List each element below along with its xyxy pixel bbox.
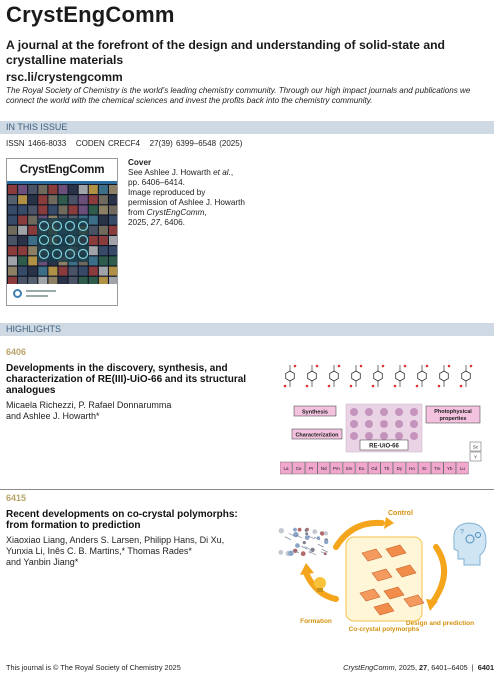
framework-node — [350, 408, 358, 416]
article-authors: Micaela Richezzi, P. Rafael Donnarumma and Ashlee J. Howarth* — [6, 400, 172, 421]
mosaic-tile — [38, 205, 47, 214]
framework-node — [395, 420, 403, 428]
mosaic-tile — [89, 256, 98, 265]
framework-node — [380, 408, 388, 416]
atom — [312, 529, 317, 534]
mosaic-tile — [28, 267, 37, 276]
article-divider — [0, 489, 494, 490]
mosaic-tile — [89, 195, 98, 204]
linker-molecule — [330, 371, 339, 381]
article-page-number: 6415 — [6, 493, 27, 503]
mosaic-tile — [99, 216, 108, 225]
mosaic-tile — [28, 205, 37, 214]
atom — [298, 528, 302, 532]
mosaic-tile — [99, 236, 108, 245]
label-formation: Formation — [300, 618, 332, 625]
mosaic-tile — [59, 185, 68, 194]
mosaic-tile — [89, 246, 98, 255]
article-title[interactable]: Recent developments on co-crystal polymorphs: from formation to prediction — [6, 509, 238, 531]
cover-image — [6, 158, 118, 306]
cover-logo: CrystEngComm — [19, 164, 105, 176]
mosaic-tile — [109, 195, 118, 204]
mosaic-tile — [18, 236, 27, 245]
coden: CODEN CRECF4 — [75, 139, 140, 148]
element-symbol: Ho — [409, 466, 415, 471]
label-re-uio-66: RE-UiO-66 — [369, 443, 399, 450]
mosaic-tile — [59, 205, 68, 214]
mosaic-tile — [48, 267, 57, 276]
article-authors: Xiaoxiao Liang, Anders S. Larsen, Philipp Hans, Di Xu, Yunxia Li, Inês C. B. Martins,* Thomas Rades* and Yanbin Jiang* — [6, 535, 225, 567]
journal-url[interactable]: rsc.li/crystengcomm — [6, 70, 123, 84]
mosaic-tile — [109, 185, 118, 194]
framework-node — [380, 432, 388, 440]
atom — [301, 551, 306, 556]
highlight-article[interactable] — [6, 347, 276, 422]
mosaic-tile — [18, 216, 27, 225]
journal-tagline: A journal at the forefront of the design and understanding of solid-state and crystalline materials — [6, 38, 445, 67]
mosaic-tile — [18, 226, 27, 235]
linker-molecule — [286, 371, 295, 381]
molecular-cluster-illustration — [278, 528, 328, 556]
mosaic-tile — [99, 185, 108, 194]
cover-caption-line: permission of Ashlee J. Howarth — [128, 198, 245, 207]
article-page-number: 6406 — [6, 347, 27, 357]
mosaic-tile — [48, 185, 57, 194]
mosaic-tile — [89, 267, 98, 276]
framework-node — [410, 420, 418, 428]
element-sc: Sc — [472, 444, 479, 450]
mosaic-tile — [38, 185, 47, 194]
page-footer — [6, 663, 494, 672]
mosaic-tile — [109, 256, 118, 265]
page-number: 6401 — [477, 663, 494, 672]
cover-masthead — [7, 159, 117, 181]
mosaic-tile — [59, 267, 68, 276]
framework-node — [410, 408, 418, 416]
graphical-abstract-co-crystal — [276, 503, 492, 649]
mosaic-tile — [79, 205, 88, 214]
cover-footer-line — [26, 290, 56, 292]
framework-node — [365, 408, 373, 416]
section-header-highlights: HIGHLIGHTS — [0, 323, 494, 336]
mosaic-tile — [8, 205, 17, 214]
rsc-logo-icon — [13, 289, 22, 298]
mosaic-tile — [8, 216, 17, 225]
mosaic-tile — [79, 195, 88, 204]
linker-molecule — [308, 371, 317, 381]
mosaic-tile — [79, 185, 88, 194]
mosaic-tile — [99, 267, 108, 276]
cover-caption-line: Image reproduced by — [128, 188, 206, 197]
mosaic-tile — [28, 195, 37, 204]
linker-molecule — [396, 371, 405, 381]
element-symbol: Sm — [345, 466, 353, 471]
framework-node — [395, 408, 403, 416]
mosaic-tile — [18, 185, 27, 194]
highlight-article[interactable] — [6, 493, 266, 568]
mosaic-tile — [18, 205, 27, 214]
mosaic-tile — [38, 195, 47, 204]
mosaic-tile — [89, 185, 98, 194]
mosaic-tile — [99, 256, 108, 265]
mosaic-tile — [8, 195, 17, 204]
mosaic-tile — [28, 236, 37, 245]
mosaic-tile — [48, 205, 57, 214]
atom — [303, 541, 306, 544]
atom — [293, 532, 298, 537]
linker-molecule — [418, 371, 427, 381]
atom — [305, 532, 308, 535]
cover-caption-line: See Ashlee J. Howarth et al., — [128, 168, 234, 177]
linker-molecule — [352, 371, 361, 381]
mosaic-tile — [89, 216, 98, 225]
mosaic-tile — [28, 246, 37, 255]
atom — [278, 550, 283, 555]
cover-caption-line: from CrystEngComm, — [128, 208, 207, 217]
cover-caption-line: 2025, 27, 6406. — [128, 218, 185, 227]
atom — [288, 551, 293, 556]
mosaic-tile — [89, 205, 98, 214]
cover-caption — [128, 158, 248, 228]
mosaic-tile — [69, 195, 78, 204]
atom — [305, 529, 308, 532]
linker-molecule — [462, 371, 471, 381]
mosaic-tile — [18, 256, 27, 265]
cover-caption-title: Cover — [128, 158, 152, 167]
element-symbol: Nd — [320, 466, 327, 471]
rsc-statement: The Royal Society of Chemistry is the world’s leading chemistry community. Through our high impact journals and publications we connect the world with the chemical sciences and invest the profits back into the chemistry community. — [6, 86, 471, 105]
mosaic-tile — [89, 226, 98, 235]
mosaic-tile — [18, 195, 27, 204]
linker-molecule — [440, 371, 449, 381]
citation: CrystEngComm, 2025, 27, 6401–6405 | 6401 — [343, 663, 494, 672]
atom — [320, 531, 324, 535]
mosaic-tile — [38, 267, 47, 276]
mosaic-tile — [99, 226, 108, 235]
linker-molecule — [374, 371, 383, 381]
mosaic-tile — [69, 205, 78, 214]
framework-node — [365, 420, 373, 428]
framework-node — [410, 432, 418, 440]
mosaic-tile — [69, 185, 78, 194]
mosaic-tile — [109, 226, 118, 235]
framework-node — [380, 420, 388, 428]
mosaic-tile — [109, 205, 118, 214]
journal-title: CrystEngComm — [6, 2, 175, 27]
framework-node — [395, 432, 403, 440]
head-silhouette-icon — [454, 523, 486, 565]
cover-footer-line — [26, 295, 48, 297]
atom — [324, 540, 328, 544]
mosaic-tile — [28, 256, 37, 265]
volume-info: 27(39) 6399–6548 (2025) — [149, 139, 243, 148]
atom — [279, 528, 284, 533]
mosaic-tile — [18, 267, 27, 276]
mosaic-tile — [18, 246, 27, 255]
framework-node — [350, 420, 358, 428]
mosaic-tile — [109, 216, 118, 225]
section-header-in-this-issue: IN THIS ISSUE — [0, 121, 494, 134]
mosaic-tile — [28, 185, 37, 194]
atom — [324, 531, 328, 535]
element-symbol: Er — [422, 466, 427, 471]
mosaic-tile — [48, 195, 57, 204]
label-synthesis: Synthesis — [302, 409, 328, 416]
framework-core — [37, 218, 89, 262]
issue-info — [6, 139, 242, 148]
mosaic-tile — [28, 216, 37, 225]
element-symbol: Gd — [371, 466, 378, 471]
atom — [293, 528, 297, 532]
element-symbol: Tm — [433, 466, 441, 471]
cover-footer — [7, 284, 118, 305]
copyright-text: This journal is © The Royal Society of Chemistry 2025 — [6, 663, 181, 672]
element-symbol: Yb — [447, 466, 453, 471]
label-photophysical: Photophysical — [434, 409, 472, 415]
mosaic-tile — [8, 256, 17, 265]
mosaic-tile — [109, 267, 118, 276]
mosaic-tile — [8, 226, 17, 235]
mosaic-tile — [89, 236, 98, 245]
graphical-abstract-re-uio-66 — [280, 360, 490, 476]
mosaic-tile — [8, 236, 17, 245]
mosaic-tile — [8, 246, 17, 255]
element-symbol: Ce — [295, 466, 302, 471]
element-symbol: Pr — [308, 466, 314, 471]
label-co-crystal-polymorphs: Co-crystal polymorphs — [348, 626, 420, 633]
element-symbol: Pm — [333, 466, 340, 471]
mosaic-tile — [109, 246, 118, 255]
label-design-prediction: Design and prediction — [405, 620, 475, 627]
label-control: Control — [388, 510, 413, 517]
framework-node — [365, 432, 373, 440]
mosaic-tile — [79, 267, 88, 276]
atom — [295, 543, 300, 548]
article-title[interactable]: Developments in the discovery, synthesis, and characterization of RE(III)-UiO-66 and its structural analogues — [6, 363, 247, 396]
element-symbol: Tb — [384, 466, 390, 471]
mosaic-tile — [69, 267, 78, 276]
mosaic-tile — [99, 246, 108, 255]
element-symbol: Eu — [358, 466, 365, 471]
element-symbol: La — [283, 466, 289, 471]
framework-node — [350, 432, 358, 440]
mosaic-tile — [59, 195, 68, 204]
mosaic-tile — [28, 226, 37, 235]
cover-mosaic-artwork — [7, 184, 118, 287]
label-properties: properties — [439, 416, 467, 422]
mosaic-tile — [99, 205, 108, 214]
label-characterization: Characterization — [295, 432, 339, 439]
mosaic-tile — [109, 236, 118, 245]
mosaic-tile — [99, 195, 108, 204]
mosaic-tile — [8, 185, 17, 194]
issn: ISSN 1466-8033 — [6, 139, 67, 148]
mosaic-tile — [8, 267, 17, 276]
element-symbol: Dy — [396, 466, 403, 471]
element-symbol: Lu — [459, 466, 465, 471]
element-y: Y — [473, 454, 478, 460]
cover-caption-line: pp. 6406–6414. — [128, 178, 185, 187]
design-arrow — [432, 547, 444, 603]
svg-text:?: ? — [460, 529, 464, 536]
